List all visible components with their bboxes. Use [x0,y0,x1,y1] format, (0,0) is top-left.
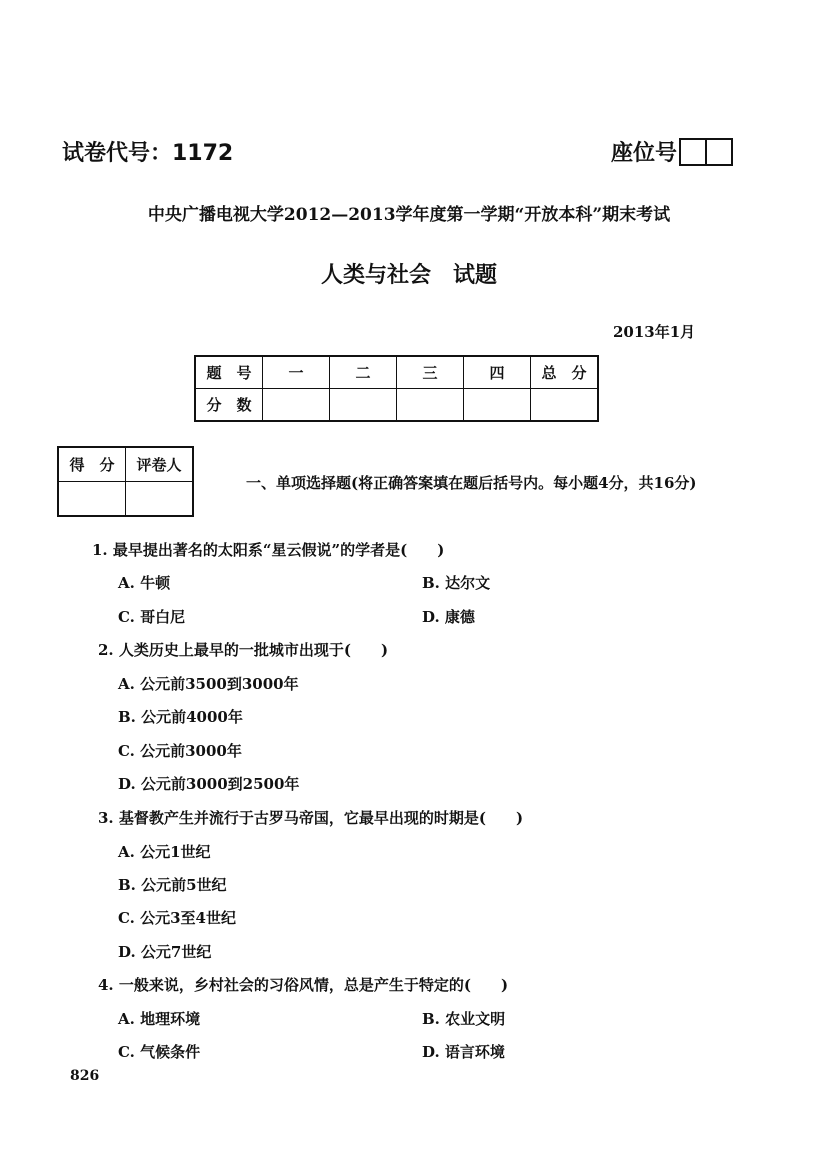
score-table-cell: 三 [397,356,464,389]
seat-number [611,136,733,167]
score-table-cell: 题 号 [195,356,263,389]
question-option: D. 公元7世纪 [118,943,212,961]
grader-score-label: 得 分 [58,447,126,482]
page-number: 826 [70,1068,100,1084]
question-option: C. 公元3至4世纪 [118,909,236,927]
exam-date: 2013年1月 [613,323,696,341]
score-table-cell: 二 [330,356,397,389]
seat-number-box [679,138,733,166]
grader-name-entry[interactable] [126,482,194,517]
question-option: A. 公元1世纪 [118,843,211,861]
score-table-cell: 一 [263,356,330,389]
question-stem: 3. 基督教产生并流行于古罗马帝国，它最早出现的时期是( ) [98,809,524,827]
score-entry-cell[interactable] [263,389,330,422]
grader-score-entry[interactable] [58,482,126,517]
question-option: D. 康德 [422,608,475,626]
grader-name-label: 评卷人 [126,447,194,482]
question-stem: 4. 一般来说，乡村社会的习俗风情，总是产生于特定的( ) [98,976,509,994]
seat-label: 座位号 [611,141,678,166]
question-option: C. 气候条件 [118,1043,201,1061]
question-stem: 1. 最早提出著名的太阳系“星云假说”的学者是( ) [92,541,445,559]
exam-title: 人类与社会 试题 [320,263,497,288]
section-title: 一、单项选择题(将正确答案填在题后括号内。每小题4分，共16分) [246,474,697,492]
paper-code: 试卷代号：1172 [62,141,234,166]
score-table-cell: 分 数 [195,389,263,422]
question-option: B. 公元前5世纪 [118,876,227,894]
score-table-score-row [195,389,598,422]
question-option: C. 公元前3000年 [118,742,242,760]
grader-table [57,446,194,517]
score-entry-cell[interactable] [531,389,599,422]
question-option: A. 公元前3500到3000年 [118,675,299,693]
question-stem: 2. 人类历史上最早的一批城市出现于( ) [98,641,389,659]
question-option: B. 公元前4000年 [118,708,243,726]
question-option: D. 语言环境 [422,1043,505,1061]
score-table [194,355,599,422]
score-table-cell: 四 [464,356,531,389]
question-option: B. 农业文明 [422,1010,506,1028]
score-table-cell: 总 分 [531,356,599,389]
score-entry-cell[interactable] [397,389,464,422]
question-option: B. 达尔文 [422,574,491,592]
question-option: A. 地理环境 [118,1010,201,1028]
question-option: D. 公元前3000到2500年 [118,775,300,793]
exam-header: 中央广播电视大学2012—2013学年度第一学期“开放本科”期末考试 [147,205,671,225]
score-table-header-row [195,356,598,389]
score-entry-cell[interactable] [330,389,397,422]
question-option: A. 牛顿 [118,574,171,592]
score-entry-cell[interactable] [464,389,531,422]
question-option: C. 哥白尼 [118,608,186,626]
